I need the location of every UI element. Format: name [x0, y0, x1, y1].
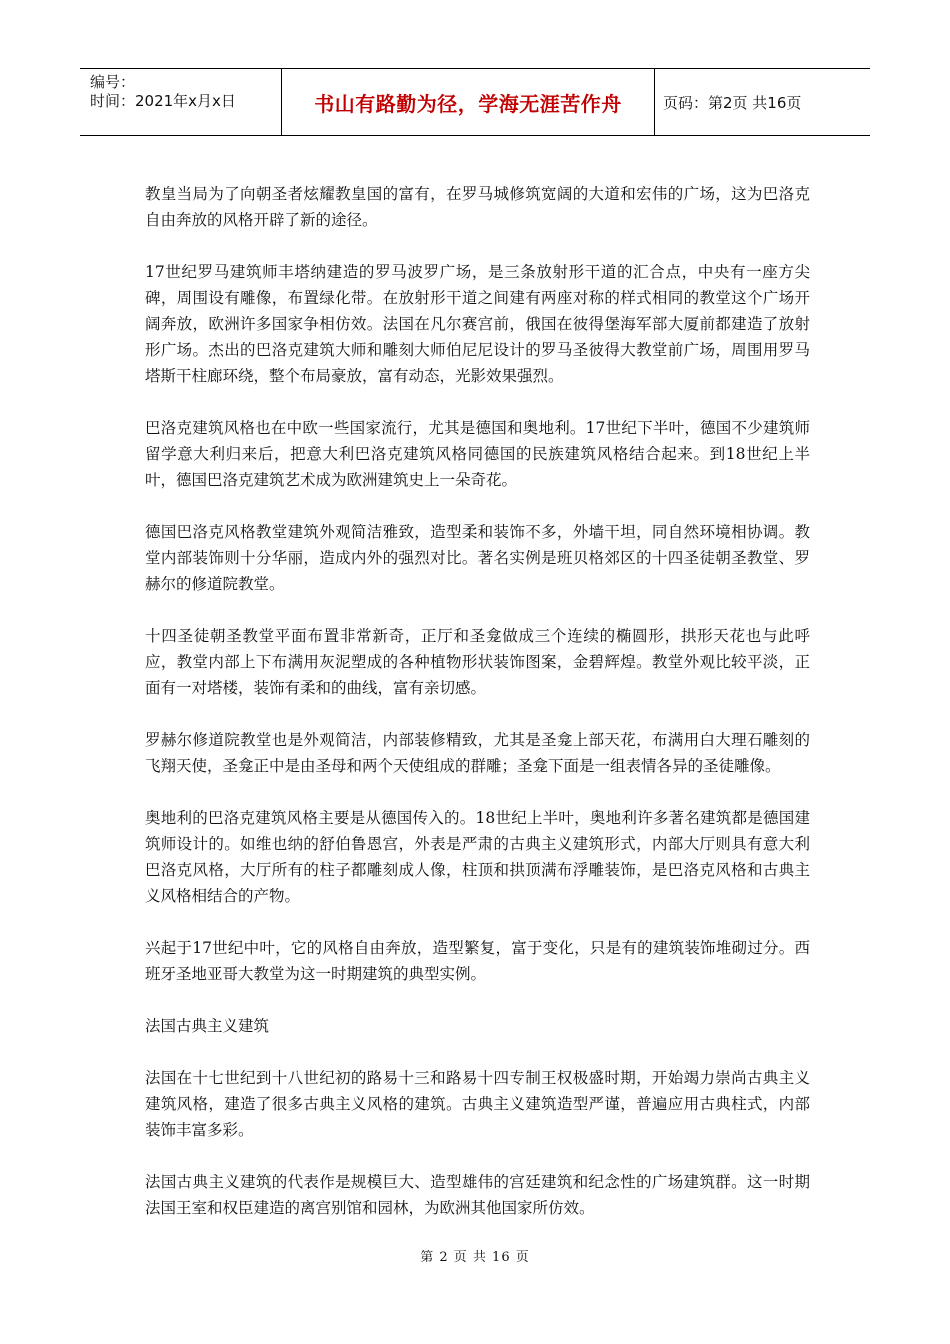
document-number-label: 编号： — [90, 73, 136, 91]
body-paragraph: 德国巴洛克风格教堂建筑外观简洁雅致，造型柔和装饰不多，外墙干坦，同自然环境相协调。教堂内部装饰则十分华丽，造成内外的强烈对比。著名实例是班贝格郊区的十四圣徒朝圣教堂、罗赫尔的修道院教堂。 — [145, 523, 810, 593]
header-meta — [80, 69, 281, 135]
section-heading: 法国古典主义建筑 — [145, 1017, 270, 1035]
page-footer: 第 2 页 共 16 页 — [420, 1250, 530, 1265]
body-paragraph: 奥地利的巴洛克建筑风格主要是从德国传入的。18世纪上半叶，奥地利许多著名建筑都是德国建筑师设计的。如维也纳的舒伯鲁恩宫，外表是严肃的古典主义建筑形式，内部大厅则具有意大利巴洛克风格，大厅所有的柱子都雕刻成人像，柱顶和拱顶满布浮雕装饰，是巴洛克风格和古典主义风格相结合的产物。 — [145, 809, 810, 905]
body-paragraph: 教皇当局为了向朝圣者炫耀教皇国的富有，在罗马城修筑宽阔的大道和宏伟的广场，这为巴洛克自由奔放的风格开辟了新的途径。 — [145, 185, 810, 229]
body-paragraph: 巴洛克建筑风格也在中欧一些国家流行，尤其是德国和奥地利。17世纪下半叶，德国不少建筑师留学意大利归来后，把意大利巴洛克建筑风格同德国的民族建筑风格结合起来。到18世纪上半叶，德国巴洛克建筑艺术成为欧洲建筑史上一朵奇花。 — [145, 419, 810, 489]
header-page-label: 页码：第2页 共16页 — [663, 93, 802, 112]
header-motto: 书山有路勤为径，学海无涯苦作舟 — [281, 69, 655, 135]
body-paragraph: 法国在十七世纪到十八世纪初的路易十三和路易十四专制王权极盛时期，开始竭力崇尚古典主义建筑风格，建造了很多古典主义风格的建筑。古典主义建筑造型严谨，普遍应用古典柱式，内部装饰丰富多彩。 — [145, 1069, 810, 1139]
body-paragraph: 罗赫尔修道院教堂也是外观简洁，内部装修精致，尤其是圣龛上部天花，布满用白大理石雕刻的飞翔天使，圣龛正中是由圣母和两个天使组成的群雕；圣龛下面是一组表情各异的圣徒雕像。 — [145, 731, 810, 775]
document-date-label: 时间：2021年x月x日 — [90, 92, 236, 110]
body-paragraph: 17世纪罗马建筑师丰塔纳建造的罗马波罗广场，是三条放射形干道的汇合点，中央有一座方尖碑，周围设有雕像，布置绿化带。在放射形干道之间建有两座对称的样式相同的教堂这个广场开阔奔放，欧洲许多国家争相仿效。法国在凡尔赛宫前，俄国在彼得堡海军部大厦前都建造了放射形广场。杰出的巴洛克建筑大师和雕刻大师伯尼尼设计的罗马圣彼得大教堂前广场，周围用罗马塔斯干柱廊环绕，整个布局豪放，富有动态，光影效果强烈。 — [145, 263, 810, 385]
page-header — [80, 68, 870, 136]
body-paragraph: 兴起于17世纪中叶，它的风格自由奔放，造型繁复，富于变化，只是有的建筑装饰堆砌过分。西班牙圣地亚哥大教堂为这一时期建筑的典型实例。 — [145, 939, 810, 983]
body-paragraph: 十四圣徒朝圣教堂平面布置非常新奇，正厅和圣龛做成三个连续的椭圆形，拱形天花也与此呼应，教堂内部上下布满用灰泥塑成的各种植物形状装饰图案，金碧辉煌。教堂外观比较平淡，正面有一对塔楼，装饰有柔和的曲线，富有亲切感。 — [145, 627, 810, 697]
document-body — [145, 181, 810, 1247]
body-paragraph: 法国古典主义建筑的代表作是规模巨大、造型雄伟的宫廷建筑和纪念性的广场建筑群。这一时期法国王室和权臣建造的离宫别馆和园林，为欧洲其他国家所仿效。 — [145, 1173, 810, 1217]
